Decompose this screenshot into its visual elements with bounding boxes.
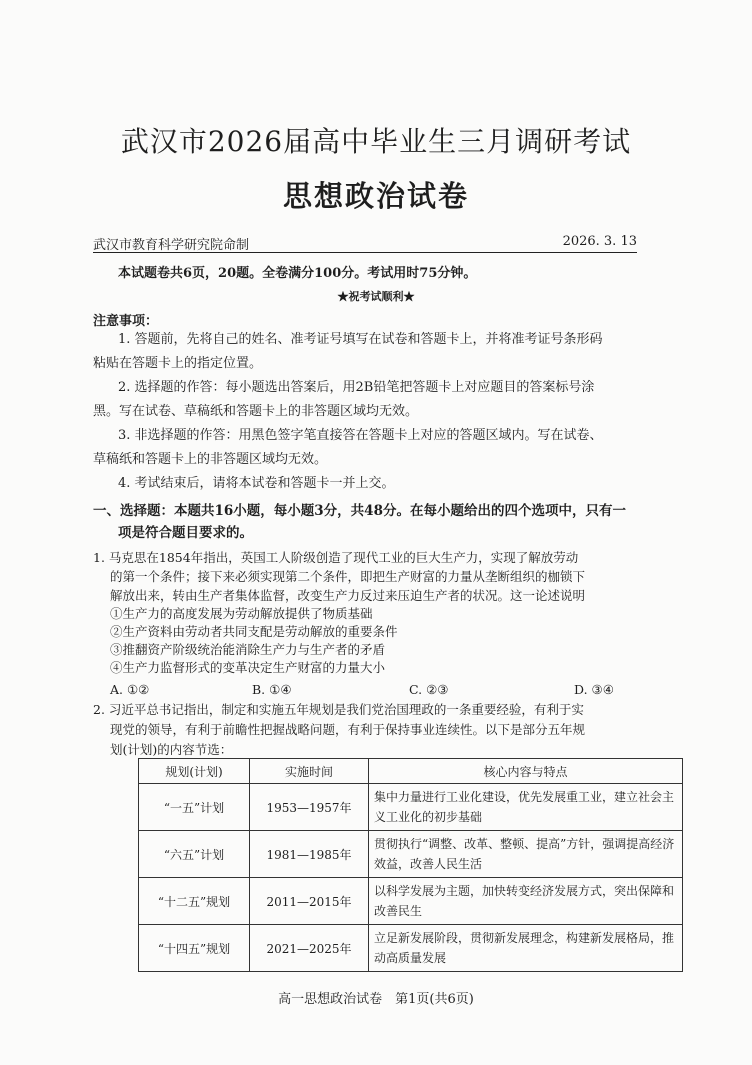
table-cell-content: 贯彻执行“调整、改革、整顿、提高”方针，强调提高经济效益，改善人民生活 — [369, 831, 683, 878]
table-header-period: 实施时间 — [250, 759, 369, 784]
q1-statement-3: ③推翻资产阶级统治能消除生产力与生产者的矛盾 — [110, 642, 386, 657]
q2-stem-line-1: 2. 习近平总书记指出，制定和实施五年规划是我们党治国理政的一条重要经验，有利于实 — [93, 702, 584, 717]
table-cell-period: 2011—2015年 — [250, 878, 369, 925]
q1-option-d[interactable]: D. ③④ — [574, 682, 614, 697]
q1-option-c[interactable]: C. ②③ — [409, 682, 449, 697]
table-cell-period: 1981—1985年 — [250, 831, 369, 878]
exam-info: 本试题卷共6页，20题。全卷满分100分。考试用时75分钟。 — [118, 266, 477, 281]
exam-title: 武汉市2026届高中毕业生三月调研考试 — [120, 125, 632, 158]
q2-stem-line-3: 划(计划)的内容节选： — [110, 742, 233, 757]
notice-item-3-line-1: 3. 非选择题的作答：用黑色签字笔直接答在答题卡上对应的答题区域内。写在试卷、 — [118, 428, 603, 443]
table-row — [139, 784, 683, 831]
table-cell-content: 立足新发展阶段，贯彻新发展理念，构建新发展格局，推动高质量发展 — [369, 925, 683, 972]
table-cell-content: 集中力量进行工业化建设，优先发展重工业，建立社会主义工业化的初步基础 — [369, 784, 683, 831]
q1-option-b[interactable]: B. ①④ — [252, 682, 292, 697]
section-1-heading-line-1: 一、选择题：本题共16小题，每小题3分，共48分。在每小题给出的四个选项中，只有一 — [93, 503, 626, 519]
q1-statement-2: ②生产资料由劳动者共同支配是劳动解放的重要条件 — [110, 624, 398, 639]
table-cell-period: 1953—1957年 — [250, 784, 369, 831]
notice-item-2-line-2: 黑。写在试卷、草稿纸和答题卡上的非答题区域均无效。 — [93, 404, 419, 419]
section-1-heading-line-2: 项是符合题目要求的。 — [118, 525, 253, 541]
exam-subtitle: 思想政治试卷 — [282, 179, 469, 213]
q1-stem-line-1: 1. 马克思在1854年指出，英国工人阶级创造了现代工业的巨大生产力，实现了解放劳动 — [93, 550, 579, 565]
q1-stem-line-2: 的第一个条件；接下来必须实现第二个条件，即把生产财富的力量从垄断组织的枷锁下 — [110, 569, 586, 584]
five-year-plan-table — [138, 758, 683, 972]
issuing-organization: 武汉市教育科学研究院命制 — [93, 238, 250, 253]
notice-item-4: 4. 考试结束后，请将本试卷和答题卡一并上交。 — [118, 476, 395, 491]
q1-option-a[interactable]: A. ①② — [110, 682, 150, 697]
notice-heading: 注意事项： — [93, 314, 159, 329]
notice-item-1-line-1: 1. 答题前，先将自己的姓名、准考证号填写在试卷和答题卡上，并将准考证号条形码 — [118, 332, 603, 347]
table-cell-plan: “十二五”规划 — [139, 878, 250, 925]
table-header-row — [139, 759, 683, 784]
page-footer: 高一思想政治试卷 第1页(共6页) — [278, 992, 474, 1007]
table-row — [139, 925, 683, 972]
q1-statement-1: ①生产力的高度发展为劳动解放提供了物质基础 — [110, 606, 373, 621]
table-row — [139, 878, 683, 925]
header-divider — [93, 252, 637, 253]
notice-item-3-line-2: 草稿纸和答题卡上的非答题区域均无效。 — [93, 452, 328, 467]
table-header-content: 核心内容与特点 — [369, 759, 683, 784]
table-cell-period: 2021—2025年 — [250, 925, 369, 972]
table-row — [139, 831, 683, 878]
table-cell-content: 以科学发展为主题，加快转变经济发展方式，突出保障和改善民生 — [369, 878, 683, 925]
table-cell-plan: “十四五”规划 — [139, 925, 250, 972]
q1-stem-line-3: 解放出来，转由生产者集体监督，改变生产力反过来压迫生产者的状况。这一论述说明 — [110, 588, 586, 603]
table-header-plan: 规划(计划) — [139, 759, 250, 784]
table-cell-plan: “六五”计划 — [139, 831, 250, 878]
table-cell-plan: “一五”计划 — [139, 784, 250, 831]
notice-item-2-line-1: 2. 选择题的作答：每小题选出答案后，用2B铅笔把答题卡上对应题目的答案标号涂 — [118, 380, 595, 395]
q1-statement-4: ④生产力监督形式的变革决定生产财富的力量大小 — [110, 660, 386, 675]
exam-date: 2026. 3. 13 — [562, 234, 637, 249]
good-luck-banner: ★祝考试顺利★ — [337, 290, 415, 303]
q2-stem-line-2: 现党的领导，有利于前瞻性把握战略问题，有利于保持事业连续性。以下是部分五年规 — [110, 722, 586, 737]
notice-item-1-line-2: 粘贴在答题卡上的指定位置。 — [93, 356, 263, 371]
